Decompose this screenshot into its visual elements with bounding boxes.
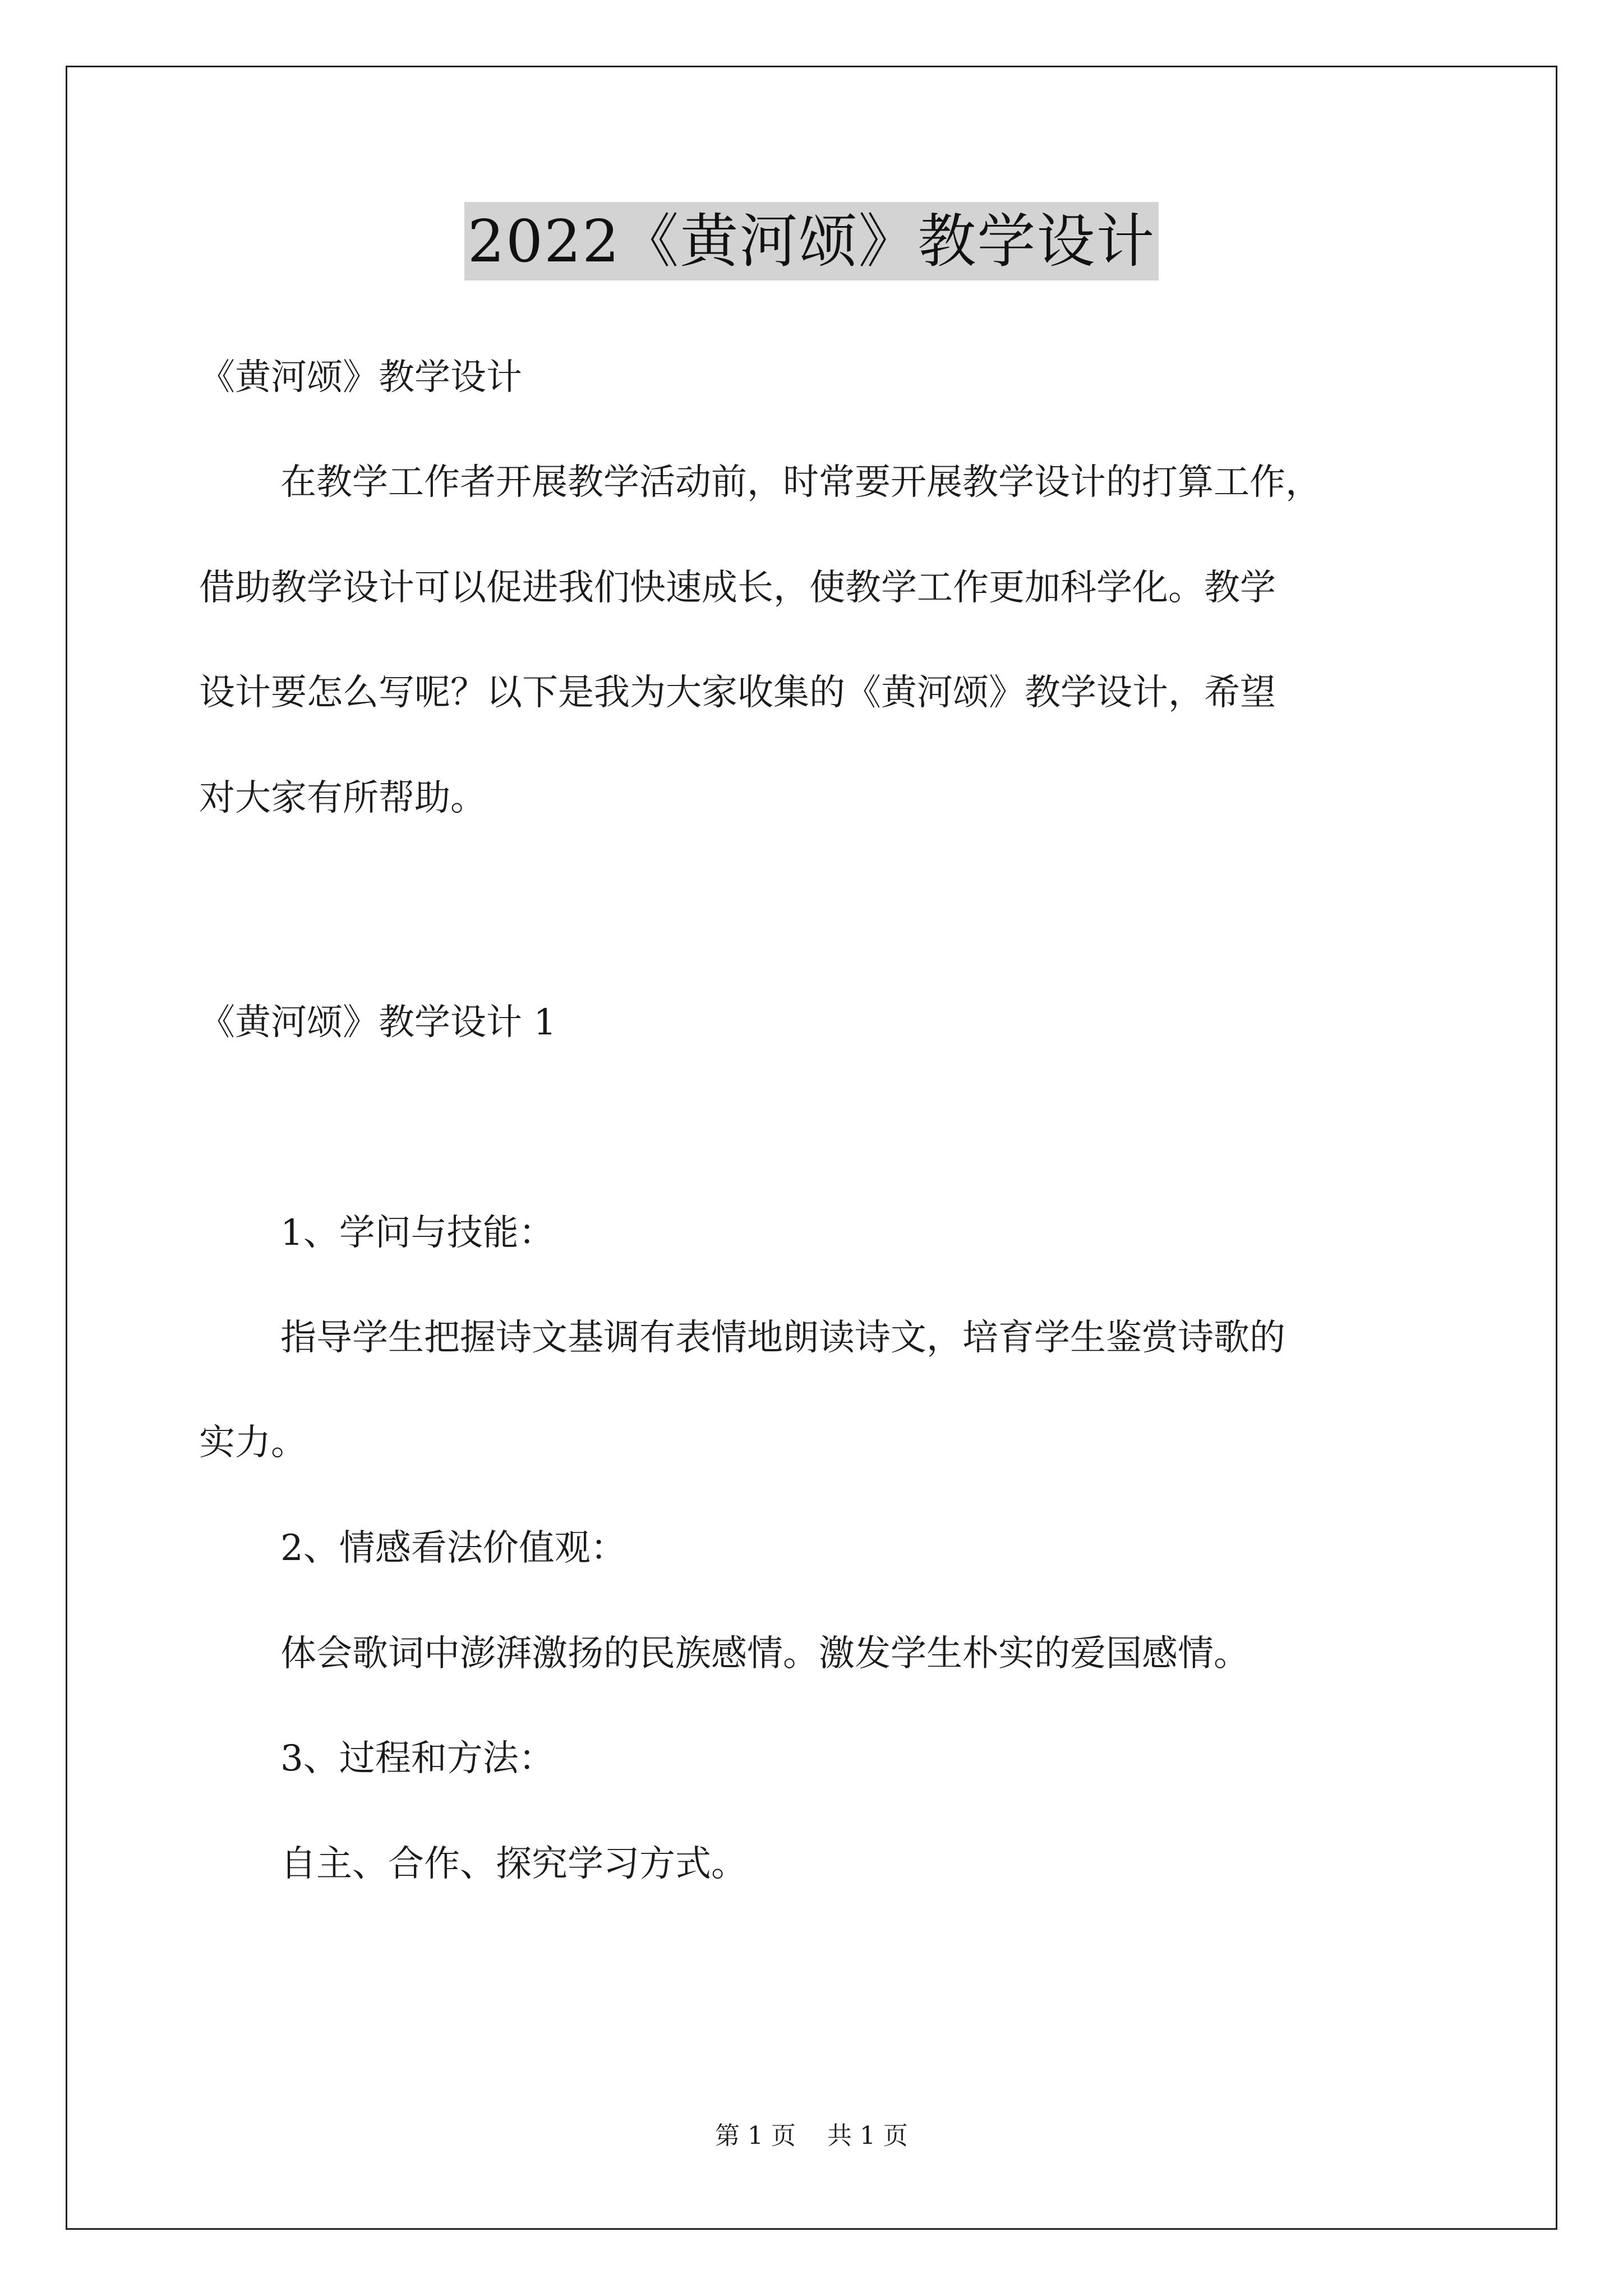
document-title: 2022《黄河颂》教学设计 xyxy=(464,202,1159,280)
intro-line-2: 借助教学设计可以促进我们快速成长，使教学工作更加科学化。教学 xyxy=(199,567,1276,609)
page-footer xyxy=(0,2119,1623,2153)
intro-line-1: 在教学工作者开展教学活动前，时常要开展教学设计的打算工作， xyxy=(280,462,1321,503)
intro-line-4: 对大家有所帮助。 xyxy=(199,777,486,819)
goal2-line: 体会歌词中澎湃激扬的民族感情。激发学生朴实的爱国感情。 xyxy=(280,1633,1249,1674)
goal3-heading: 3、过程和方法： xyxy=(280,1738,555,1779)
page-number: 第 1 页 xyxy=(715,2122,796,2150)
goal2-heading: 2、情感看法价值观： xyxy=(280,1527,626,1569)
intro-line-3: 设计要怎么写呢？以下是我为大家收集的《黄河颂》教学设计，希望 xyxy=(199,672,1276,714)
title-container xyxy=(0,202,1623,280)
section-heading: 《黄河颂》教学设计 1 xyxy=(199,1002,557,1043)
document-subtitle: 《黄河颂》教学设计 xyxy=(199,357,522,398)
goal3-line: 自主、合作、探究学习方式。 xyxy=(280,1843,747,1885)
goal1-heading: 1、学问与技能： xyxy=(280,1212,555,1254)
goal1-line-2: 实力。 xyxy=(199,1422,307,1464)
goal1-line-1: 指导学生把握诗文基调有表情地朗读诗文，培育学生鉴赏诗歌的 xyxy=(280,1317,1285,1359)
page-total: 共 1 页 xyxy=(827,2122,908,2150)
